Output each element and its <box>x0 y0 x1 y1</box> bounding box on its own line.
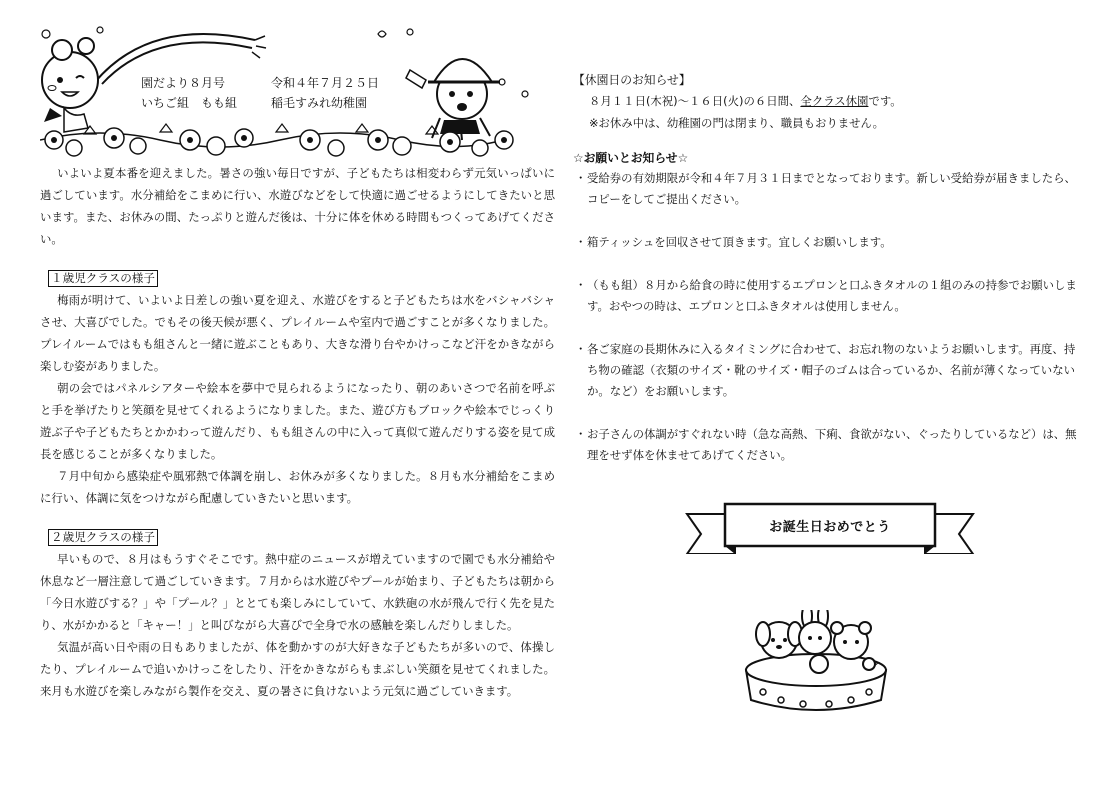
section2-title: ２歳児クラスの様子 <box>48 529 158 546</box>
holiday-title: 【休園日のお知らせ】 <box>573 73 691 87</box>
section2-paragraph-1: 早いもので、８月はもうすぐそこです。熱中症のニュースが増えていますので園でも水分補給や休息など一層注意して過ごしていきます。７月からは水遊びやプールが始まり、子どもたちは朝から「今日水遊びする？」や「プール？」ととても楽しみにしていて、水鉄砲の水が飛んで行く先を見たり、水がかかると「キャー！」と叫びながら大喜びで全身で水の感触を楽しんだりしました。 <box>40 552 555 632</box>
bullet: ・ <box>575 342 587 356</box>
requests-title: ☆お願いとお知らせ☆ <box>573 151 689 165</box>
holiday-dates-end: です。 <box>868 94 902 108</box>
request-item <box>573 424 1083 466</box>
right-column <box>573 70 1083 535</box>
section1-paragraph-3: ７月中旬から感染症や風邪熱で体調を崩し、お休みが多くなりました。８月も水分補給をこまめに行い、体調に気をつけながら配慮していきたいと思います。 <box>40 469 555 505</box>
section1-paragraph-1: 梅雨が明けて、いよいよ日差しの強い夏を迎え、水遊びをすると子どもたちは水をバシャバシャさせ、大喜びでした。でもその後天候が悪く、プレイルームや室内で過ごすことが多くなりました。プレイルームではもも組さんと一緒に遊ぶこともあり、大きな滑り台やかけっこなど汗をかきながら楽しむ姿がありました。 <box>40 293 555 373</box>
header <box>40 22 555 162</box>
newsletter-issue: 園だより８月号 <box>141 76 226 90</box>
holiday-dates <box>573 90 1083 112</box>
left-column <box>40 22 555 702</box>
all-class-closed: 全クラス休園 <box>800 94 869 108</box>
bullet: ・ <box>575 278 587 292</box>
issue-date: 令和４年７月２５日 <box>271 76 380 90</box>
bullet: ・ <box>575 171 587 185</box>
bullet: ・ <box>575 427 587 441</box>
intro-paragraph: いよいよ夏本番を迎えました。暑さの強い毎日ですが、子どもたちは相変わらず元気いっぱいに過ごしています。水分補給をこまめに行い、水遊びなどをして快適に過ごせるようにしてきたいと思います。また、お休みの間、たっぷりと遊んだ後は、十分に体を休める時間もつくってあげてください。 <box>40 166 555 246</box>
request-item <box>573 275 1083 317</box>
request-text: お子さんの体調がすぐれない時（急な高熱、下痢、食欲がない、ぐったりしているなど）は、無理をせず体を休ませてあげてください。 <box>587 427 1077 462</box>
request-text: 各ご家庭の長期休みに入るタイミングに合わせて、お忘れ物のないようお願いします。再度、持ち物の確認（衣類のサイズ・靴のサイズ・帽子のゴムは合っているか、名前が薄くなっていないか。など）をお願いします。 <box>587 342 1076 398</box>
bullet: ・ <box>575 235 587 249</box>
school-name: 稲毛すみれ幼稚園 <box>271 96 368 110</box>
holiday-note: ※お休み中は、幼稚園の門は閉まり、職員もおりません。 <box>589 116 884 130</box>
request-item <box>573 168 1083 210</box>
request-text: （もも組）８月から給食の時に使用するエプロンと口ふきタオルの１組のみの持参でお願いします。おやつの時は、エプロンと口ふきタオルは使用しません。 <box>587 278 1077 313</box>
class-names: いちご組 もも組 <box>141 96 238 110</box>
birthday-banner-text: お誕生日おめでとう <box>769 520 891 535</box>
section2-paragraph-2: 気温が高い日や雨の日もありましたが、体を動かすのが大好きな子どもたちが多いので、体操したり、プレイルームで追いかけっこをしたり、汗をかきながらもまぶしい笑顔を見せてくれました。来月も水遊びを楽しみながら製作を交え、夏の暑さに負けないよう元気に過ごしていきます。 <box>40 640 555 698</box>
section1-paragraph-2: 朝の会ではパネルシアターや絵本を夢中で見られるようになったり、朝のあいさつで名前を呼ぶと手を挙げたりと笑顔を見せてくれるようになりました。また、遊び方もブロックや絵本でじっくり遊ぶ子や子どもたちとかかわって遊んだり、もも組さんの中に入って真似て遊んだりする姿を見て成長を感じることが多くなりました。 <box>40 381 555 461</box>
request-text: 受給券の有効期限が令和４年７月３１日までとなっております。新しい受給券が届きましたら、コピーをしてご提出ください。 <box>587 171 1076 206</box>
request-text: 箱ティッシュを回収させて頂きます。宜しくお願いします。 <box>587 235 892 249</box>
birthday-banner <box>685 502 975 554</box>
request-item <box>573 232 1083 253</box>
section1-title: １歳児クラスの様子 <box>48 270 158 287</box>
animals-in-pool-icon <box>741 610 891 720</box>
holiday-dates-text: ８月１１日(木祝)～１６日(火)の６日間、 <box>589 94 801 108</box>
request-item <box>573 339 1083 402</box>
